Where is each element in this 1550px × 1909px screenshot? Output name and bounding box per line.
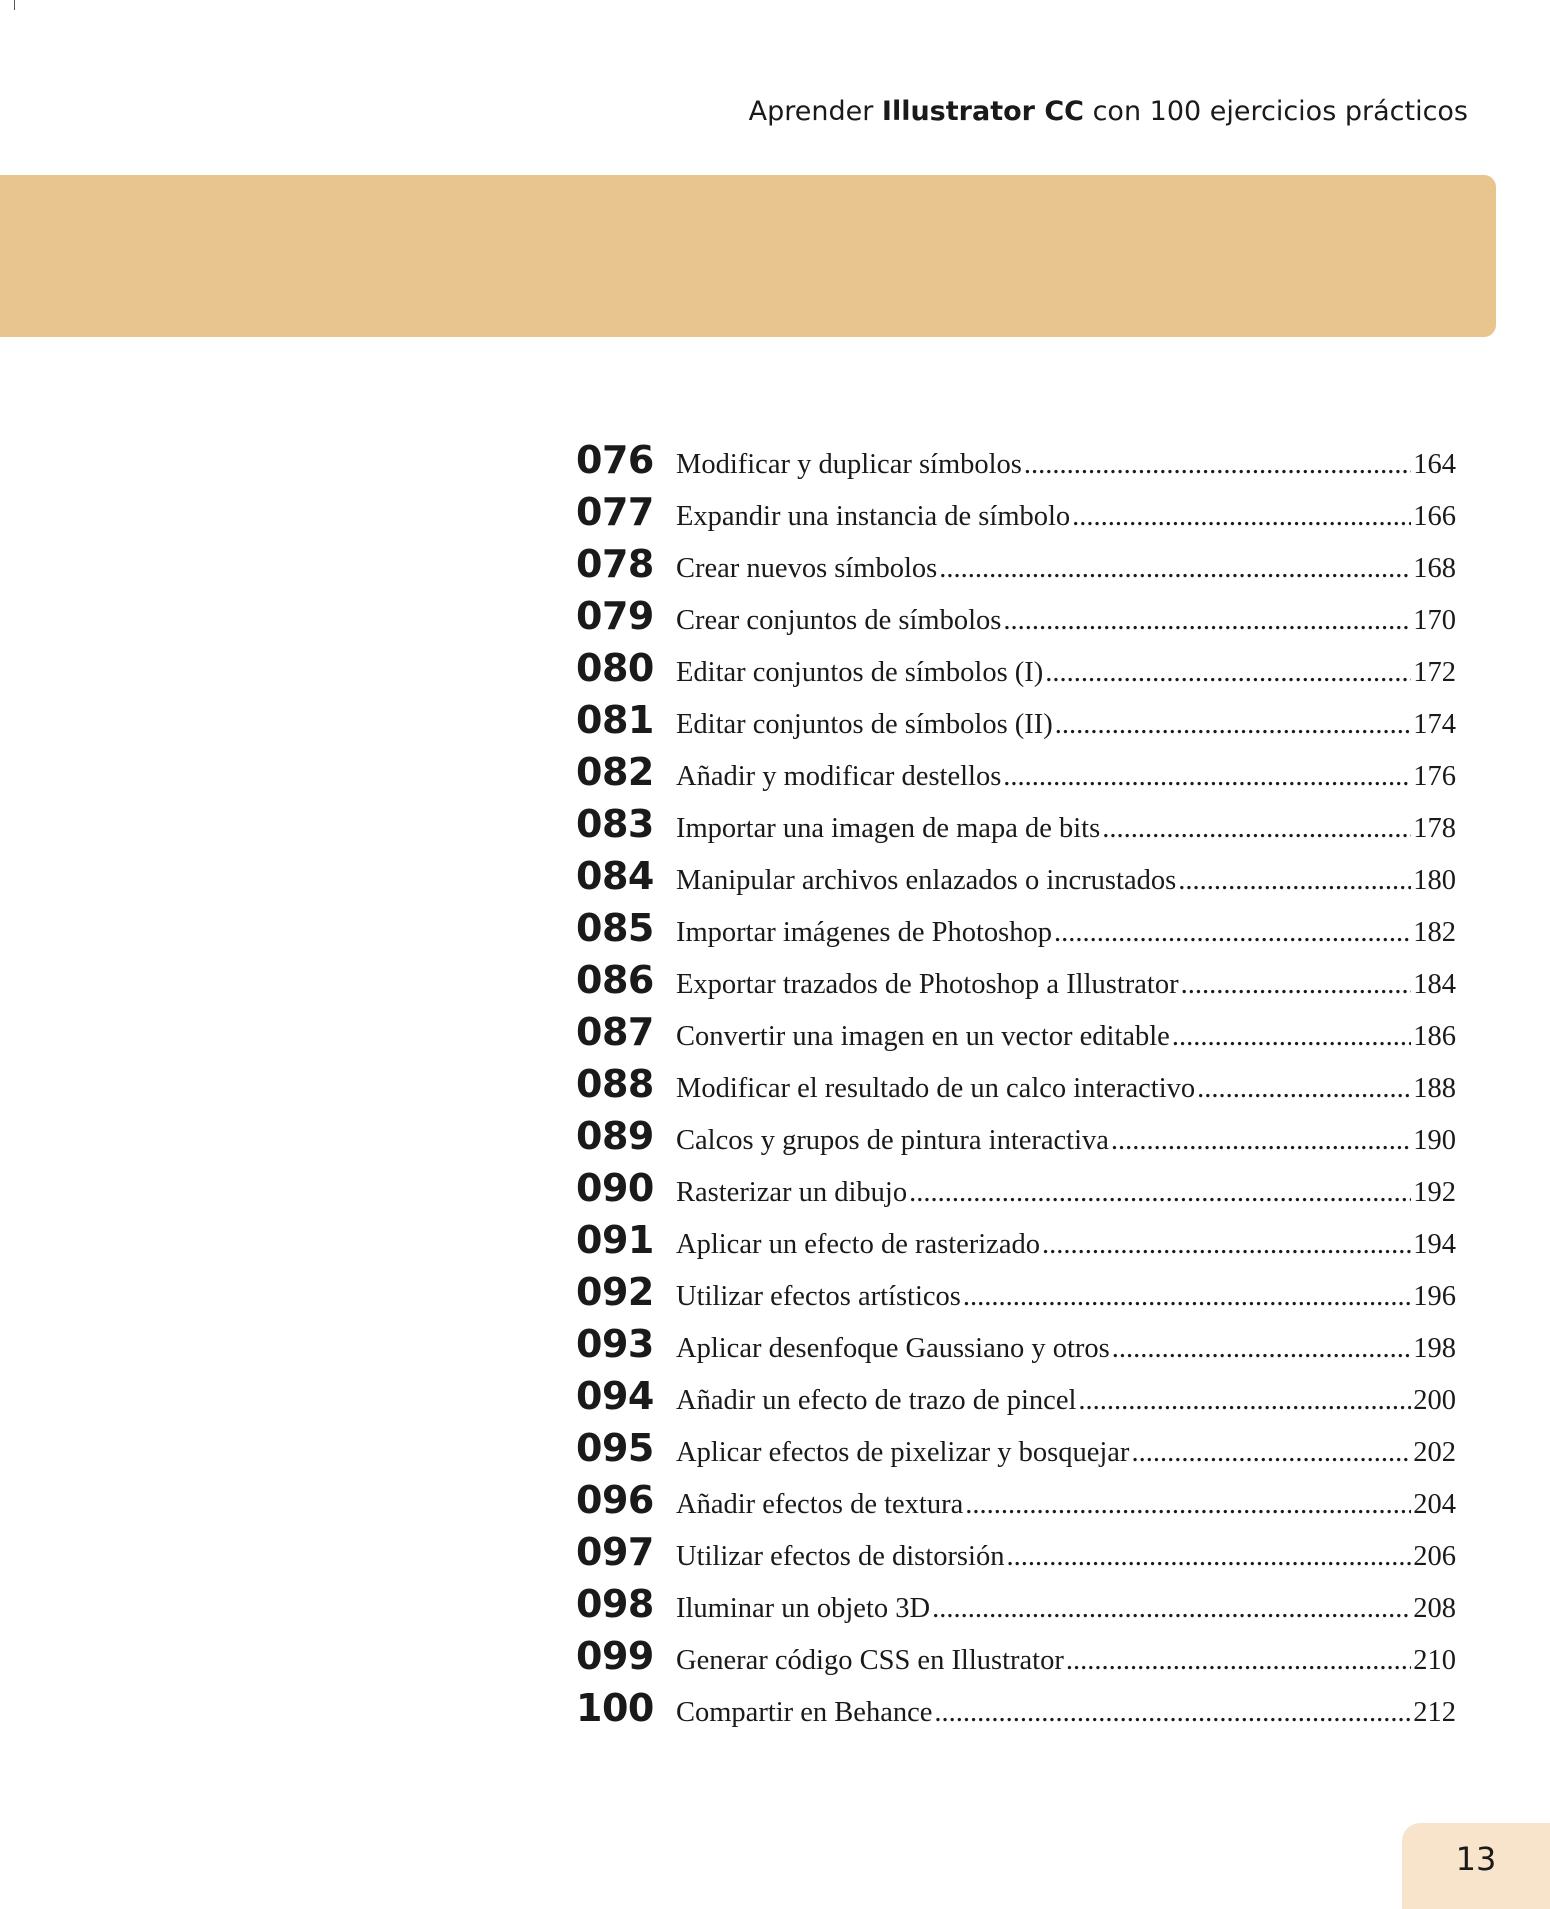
toc-entry-page: 182 — [1413, 917, 1456, 948]
toc-entry — [576, 1322, 1456, 1374]
toc-entry-number: 092 — [576, 1270, 654, 1314]
toc-dot-leader — [1102, 813, 1411, 845]
toc-entry-page: 202 — [1413, 1437, 1456, 1468]
toc-entry-page: 192 — [1413, 1177, 1456, 1208]
toc-entry-title: Generar código CSS en Illustrator — [676, 1645, 1064, 1676]
toc-entry-number: 099 — [576, 1634, 654, 1678]
toc-entry-number: 087 — [576, 1010, 654, 1054]
toc-entry-number: 094 — [576, 1374, 654, 1418]
toc-dot-leader — [934, 1697, 1411, 1729]
toc-entry — [576, 1634, 1456, 1686]
toc-dot-leader — [1181, 969, 1412, 1001]
toc-entry-page: 210 — [1413, 1645, 1456, 1676]
toc-entry-page: 168 — [1413, 553, 1456, 584]
toc-entry — [576, 906, 1456, 958]
toc-dot-leader — [1172, 1021, 1411, 1053]
toc-dot-leader — [963, 1281, 1411, 1313]
toc-entry-number: 079 — [576, 594, 654, 638]
toc-entry-title: Manipular archivos enlazados o incrustados — [676, 865, 1177, 896]
toc-entry — [576, 1374, 1456, 1426]
toc-entry — [576, 1478, 1456, 1530]
toc-entry-title: Exportar trazados de Photoshop a Illustrator — [676, 969, 1179, 1000]
toc-entry-number: 091 — [576, 1218, 654, 1262]
toc-dot-leader — [1078, 1385, 1411, 1417]
toc-entry — [576, 438, 1456, 490]
toc-dot-leader — [1003, 605, 1411, 637]
toc-entry-title: Modificar el resultado de un calco interactivo — [676, 1073, 1196, 1104]
toc-entry-title: Rasterizar un dibujo — [676, 1177, 908, 1208]
toc-entry-title: Aplicar un efecto de rasterizado — [676, 1229, 1040, 1260]
toc-entry — [576, 1114, 1456, 1166]
toc-entry-page: 180 — [1413, 865, 1456, 896]
toc-dot-leader — [965, 1489, 1411, 1521]
toc-entry-page: 212 — [1413, 1697, 1456, 1728]
toc-entry-title: Editar conjuntos de símbolos (I) — [676, 657, 1044, 688]
toc-entry-page: 200 — [1413, 1385, 1456, 1416]
toc-dot-leader — [1042, 1229, 1411, 1261]
toc-entry-page: 198 — [1413, 1333, 1456, 1364]
table-of-contents — [576, 438, 1456, 1738]
toc-dot-leader — [1066, 1645, 1411, 1677]
toc-dot-leader — [939, 553, 1411, 585]
toc-entry-number: 093 — [576, 1322, 654, 1366]
toc-entry — [576, 854, 1456, 906]
toc-dot-leader — [1006, 1541, 1411, 1573]
crop-mark — [14, 0, 15, 10]
toc-entry-number: 086 — [576, 958, 654, 1002]
page-number: 13 — [1455, 1840, 1497, 1878]
toc-entry-title: Aplicar desenfoque Gaussiano y otros — [676, 1333, 1110, 1364]
toc-entry — [576, 542, 1456, 594]
toc-dot-leader — [1197, 1073, 1411, 1105]
toc-entry — [576, 958, 1456, 1010]
toc-dot-leader — [909, 1177, 1411, 1209]
toc-entry-title: Añadir un efecto de trazo de pincel — [676, 1385, 1077, 1416]
toc-entry-title: Importar una imagen de mapa de bits — [676, 813, 1101, 844]
chapter-banner — [0, 175, 1496, 337]
toc-entry-title: Convertir una imagen en un vector editable — [676, 1021, 1170, 1052]
running-header-prefix: Aprender — [748, 96, 882, 127]
toc-entry — [576, 1582, 1456, 1634]
toc-dot-leader — [1045, 657, 1411, 689]
toc-entry-title: Aplicar efectos de pixelizar y bosquejar — [676, 1437, 1130, 1468]
toc-entry — [576, 594, 1456, 646]
toc-entry-number: 095 — [576, 1426, 654, 1470]
toc-entry-title: Añadir efectos de textura — [676, 1489, 964, 1520]
toc-entry-page: 204 — [1413, 1489, 1456, 1520]
toc-entry-number: 084 — [576, 854, 654, 898]
toc-entry-page: 176 — [1413, 761, 1456, 792]
toc-entry-title: Calcos y grupos de pintura interactiva — [676, 1125, 1109, 1156]
toc-entry — [576, 490, 1456, 542]
toc-entry-title: Modificar y duplicar símbolos — [676, 449, 1022, 480]
toc-entry-number: 098 — [576, 1582, 654, 1626]
toc-entry-title: Crear nuevos símbolos — [676, 553, 938, 584]
toc-dot-leader — [1072, 501, 1411, 533]
toc-entry-title: Expandir una instancia de símbolo — [676, 501, 1071, 532]
toc-entry — [576, 1686, 1456, 1738]
toc-entry-title: Utilizar efectos artísticos — [676, 1281, 961, 1312]
toc-entry-number: 088 — [576, 1062, 654, 1106]
toc-entry-number: 089 — [576, 1114, 654, 1158]
toc-entry-page: 190 — [1413, 1125, 1456, 1156]
toc-entry-page: 196 — [1413, 1281, 1456, 1312]
toc-dot-leader — [1054, 917, 1411, 949]
toc-dot-leader — [1131, 1437, 1411, 1469]
toc-dot-leader — [1111, 1125, 1411, 1157]
toc-entry-number: 080 — [576, 646, 654, 690]
toc-entry-number: 090 — [576, 1166, 654, 1210]
toc-entry-title: Importar imágenes de Photoshop — [676, 917, 1052, 948]
toc-entry — [576, 1270, 1456, 1322]
toc-entry-page: 170 — [1413, 605, 1456, 636]
toc-entry-title: Editar conjuntos de símbolos (II) — [676, 709, 1053, 740]
toc-entry-page: 178 — [1413, 813, 1456, 844]
toc-entry-title: Utilizar efectos de distorsión — [676, 1541, 1005, 1572]
toc-entry — [576, 698, 1456, 750]
toc-entry-page: 208 — [1413, 1593, 1456, 1624]
toc-dot-leader — [932, 1593, 1411, 1625]
toc-entry-page: 166 — [1413, 501, 1456, 532]
toc-entry-number: 076 — [576, 438, 654, 482]
toc-dot-leader — [1112, 1333, 1412, 1365]
toc-entry-page: 188 — [1413, 1073, 1456, 1104]
toc-entry-title: Añadir y modificar destellos — [676, 761, 1002, 792]
toc-entry-number: 100 — [576, 1686, 654, 1730]
toc-entry-page: 206 — [1413, 1541, 1456, 1572]
toc-entry-number: 085 — [576, 906, 654, 950]
toc-entry — [576, 1530, 1456, 1582]
toc-entry-number: 083 — [576, 802, 654, 846]
toc-entry-number: 078 — [576, 542, 654, 586]
toc-entry-number: 081 — [576, 698, 654, 742]
toc-entry-number: 097 — [576, 1530, 654, 1574]
toc-entry — [576, 802, 1456, 854]
toc-entry — [576, 646, 1456, 698]
toc-entry-number: 082 — [576, 750, 654, 794]
toc-entry — [576, 1426, 1456, 1478]
toc-entry-page: 174 — [1413, 709, 1456, 740]
toc-entry-page: 186 — [1413, 1021, 1456, 1052]
toc-entry-number: 096 — [576, 1478, 654, 1522]
toc-entry — [576, 1218, 1456, 1270]
toc-entry-page: 194 — [1413, 1229, 1456, 1260]
toc-entry-page: 164 — [1413, 449, 1456, 480]
running-header-suffix: con 100 ejercicios prácticos — [1084, 96, 1468, 127]
running-header — [749, 96, 1468, 127]
toc-entry-title: Iluminar un objeto 3D — [676, 1593, 931, 1624]
toc-dot-leader — [1055, 709, 1411, 741]
toc-entry-page: 184 — [1413, 969, 1456, 1000]
toc-dot-leader — [1003, 761, 1411, 793]
toc-entry — [576, 1062, 1456, 1114]
toc-entry — [576, 750, 1456, 802]
toc-dot-leader — [1178, 865, 1411, 897]
running-header-bold: Illustrator CC — [881, 96, 1084, 127]
toc-entry-title: Compartir en Behance — [676, 1697, 933, 1728]
toc-entry — [576, 1166, 1456, 1218]
toc-dot-leader — [1024, 449, 1411, 481]
toc-entry-number: 077 — [576, 490, 654, 534]
toc-entry-title: Crear conjuntos de símbolos — [676, 605, 1002, 636]
toc-entry — [576, 1010, 1456, 1062]
toc-entry-page: 172 — [1413, 657, 1456, 688]
